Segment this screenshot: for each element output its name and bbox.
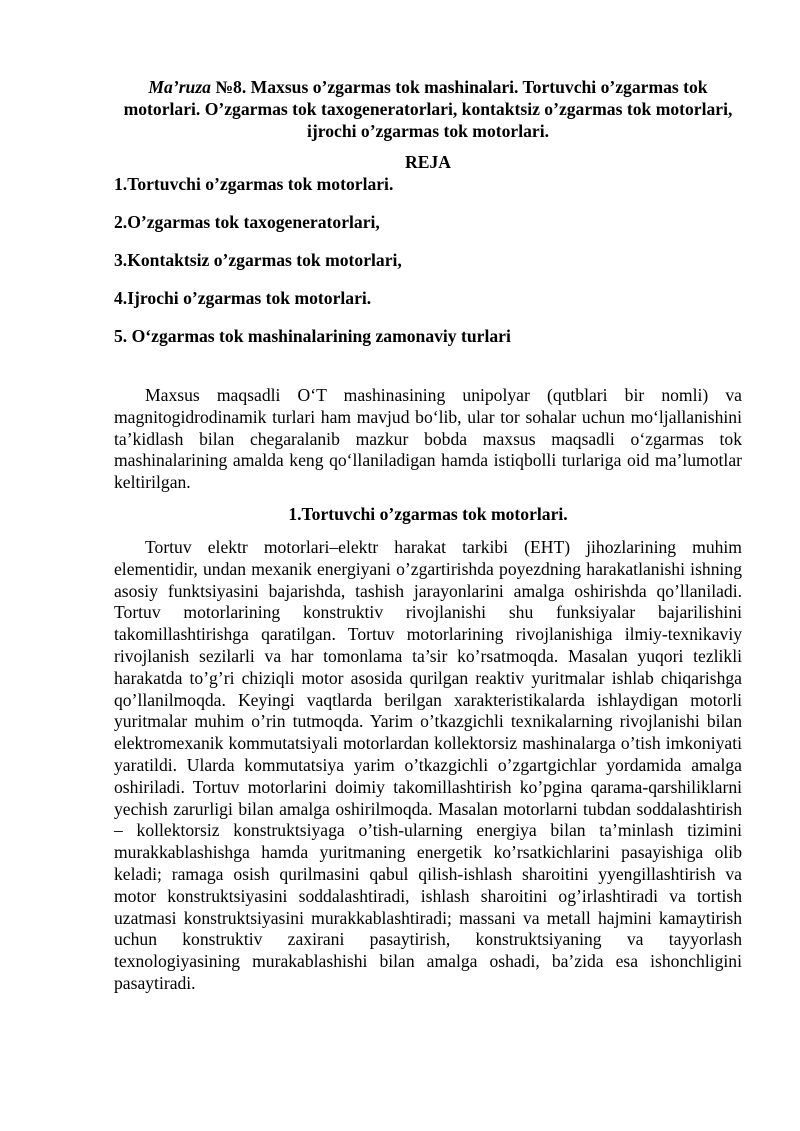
plan-item-3: 3.Kontaktsiz o’zgarmas tok motorlari, (114, 250, 402, 270)
document-page (114, 76, 742, 995)
lecture-title-text: №8. Maxsus o’zgarmas tok mashinalari. Tortuvchi o’zgarmas tok motorlari. O’zgarmas tok taxogeneratorlari, kontaktsiz o’zgarmas tok motorlari, ijrochi o’zgarmas tok motorlari. (123, 77, 733, 141)
plan-list (114, 173, 742, 347)
plan-heading: REJA (405, 152, 451, 172)
lecture-title (114, 76, 742, 142)
plan-item-2: 2.O’zgarmas tok taxogeneratorlari, (114, 212, 380, 232)
plan-item-4: 4.Ijrochi o’zgarmas tok motorlari. (114, 288, 372, 308)
plan-item-5: 5. O‘zgarmas tok mashinalarining zamonaviy turlari (114, 326, 511, 346)
section-1-heading: 1.Tortuvchi o’zgarmas tok motorlari. (288, 503, 568, 524)
lecture-label: Ma’ruza (148, 77, 211, 97)
intro-paragraph: Maxsus maqsadli O‘T mashinasining unipolyar (qutblari bir nomli) va magnitogidrodinamik turlari ham mavjud bo‘lib, ular tor sohalar uchun mo‘ljallanishini ta’kidlash bilan chegaralanib mazkur bobda maxsus maqsadli o‘zgarmas tok mashinalarining amalda keng qo‘llaniladigan hamda istiqbolli turlariga oid ma’lumotlar keltirilgan. (114, 385, 742, 493)
section-1-body: Tortuv elektr motorlari–elektr harakat tarkibi (EHT) jihozlarining muhim elementidir, undan mexanik energiyani o’zgartirishda poyezdning harakatlanishi ishning asosiy funktsiyasini bajarishda, tashish jarayonlarini amalga oshirishda qo’llaniladi. Tortuv motorlarining konstruktiv rivojlanishi shu funksiyalar bajarilishini takomillashtirishga qaratilgan. Tortuv motorlarining rivojlanishiga ilmiy-texnikaviy rivojlanish sezilarli va har tomonlama ta’sir ko’rsatmoqda. Masalan yuqori tezlikli harakatda to’g’ri chiziqli motor asosida qurilgan reaktiv yuritmalar ishlab chiqarishga qo’llanilmoqda. Keyingi vaqtlarda berilgan xarakteristikalarda ishlaydigan motorli yuritmalar muhim o’rin tutmoqda. Yarim o’tkazgichli texnikalarning rivojlanishi bilan elektromexanik kommutatsiyali motorlardan kollektorsiz mashinalarga o’tish imkoniyati yaratildi. Ularda kommutatsiya yarim o’tkazgichli o’zgartgichlar yordamida amalga oshiriladi. Tortuv motorlarini doimiy takomillashtirish ko’pgina qarama-qarshiliklarni yechish zarurligi bilan amalga oshirilmoqda. Masalan motorlarni tubdan soddalashtirish – kollektorsiz konstruktsiyaga o’tish-ularning energiya bilan ta’minlash tizimini murakkablashishga hamda yuritmaning energetik ko’rsatkichlarini pasayishiga olib keladi; ramaga osish qurilmasini qabul qilish-ishlash sharoitini yyengillashtirish va motor konstruktsiyasini soddalashtiradi, ishlash sharoitini og’irlashtiradi va tortish uzatmasi konstruktsiyasini murakkablashtiradi; massani va metall hajmini kamaytirish uchun konstruktiv zaxirani pasaytirish, konstruktsiyaning va tayyorlash texnologiyasining murakablashishi bilan amalga oshadi, ba’zida esa ishonchligini pasaytiradi. (114, 536, 742, 993)
plan-item-1: 1.Tortuvchi o’zgarmas tok motorlari. (114, 174, 394, 194)
